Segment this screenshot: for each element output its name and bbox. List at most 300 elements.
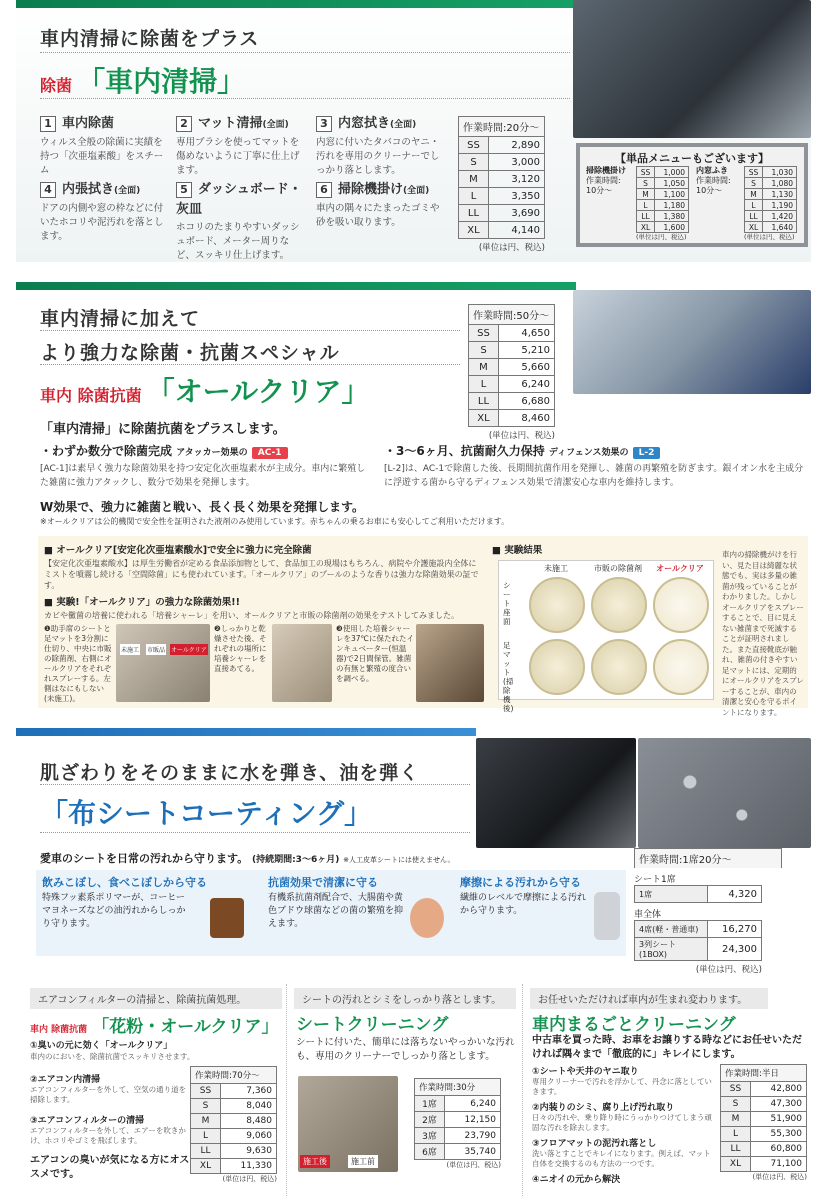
whole-cleaning-title: 車内まるごとクリーニング [532,1015,736,1035]
price-cell: 5,660 [499,359,555,376]
result-row-seat: シート座面 [503,581,511,626]
price-row [745,222,797,233]
item-title: 内張拭き [62,182,115,197]
ac1-badge: AC-1 [252,447,288,459]
whole-item3-title: ③フロアマットの泥汚れ落とし [532,1139,657,1149]
item-title: 内窓拭き [338,116,391,131]
size-cell: XL [459,222,489,239]
price-row [637,200,689,211]
petri-dish [591,639,647,695]
price-cell: 24,300 [707,938,761,961]
price-row [415,1096,501,1112]
result-title: ■ 実験結果 [492,545,543,556]
price-cell: 6,240 [499,376,555,393]
service-item [176,112,306,178]
price-table [720,1081,807,1172]
result-row-mat: 足マット(掃除機後) [503,641,514,713]
size-cell: L [637,200,655,211]
box-title1: ■ オールクリア[安定化次亜塩素酸水]で安全に強力に完全除菌 [44,545,312,556]
price-cell: 6,240 [445,1096,501,1112]
before-label: 施工前 [348,1155,378,1168]
price-row [459,188,545,205]
size-cell: LL [469,393,499,410]
size-cell: L [721,1127,751,1142]
incubator-photo [416,624,484,702]
aircon-section-label: エアコンフィルターの清掃と、除菌抗菌処理。 [30,988,282,1009]
price-cell: 12,150 [445,1112,501,1128]
feature-stain [42,876,232,931]
box-title2: ■ 実験!「オールクリア」の強力な除菌効果!! [44,597,240,608]
price-table [634,885,762,903]
feature3-title: 摩擦による汚れから守る [460,876,581,889]
price-row [637,189,689,200]
item-desc: ドアの内側や窓の枠などに付いたホコリや泥汚れを落とします。 [40,202,164,242]
s2-tag: 車内 除菌抗菌 [40,386,142,405]
price-cell: 1,380 [655,211,689,222]
size-cell: SS [637,167,655,178]
service-item [176,178,306,263]
size-cell: LL [721,1142,751,1157]
seat-icon [594,892,620,940]
divider [40,52,570,53]
point1 [40,442,288,459]
item-sub: (全面) [114,186,141,196]
price-cell: 11,330 [221,1159,277,1174]
whole-items [532,1064,712,1185]
seat-price [414,1078,501,1170]
box-body2: カビや黴菌の培養に使われる「培養シャーレ」を用い、オールクリアと市販の除菌剤の効果をテストしてみました。 [44,611,460,620]
l2-desc: [L-2]は、AC-1で除菌した後、長期間抗菌作用を発揮し、雑菌の再繁殖を防ぎます。銀イオン水を主成分に浮遊する菌から守るディフェンス効果で清潔安心な車内を維持します。 [384,464,804,488]
size-cell: L [459,188,489,205]
size-cell: SS [745,167,763,178]
size-cell: L [469,376,499,393]
price-row [721,1157,807,1172]
price-cell: 3,000 [489,154,545,171]
size-cell: S [637,178,655,189]
single-b-time2: 10分〜 [696,186,723,195]
experiment-box [38,536,808,717]
size-cell: 6席 [415,1144,445,1160]
size-cell: LL [191,1144,221,1159]
price-cell: 1,100 [655,189,689,200]
size-cell: M [459,171,489,188]
feature2-desc: 有機系抗菌剤配合で、大腸菌や黄色ブドウ球菌などの菌の繁殖を抑えます。 [268,893,404,929]
whole-car-label: 車全体 [634,910,662,920]
work-time: 作業時間:1席20分〜 [634,848,782,868]
price-cell: 3,120 [489,171,545,188]
price-row [459,222,545,239]
service-item [316,112,446,178]
label-untreated: 未施工 [120,644,140,655]
price-cell: 16,270 [707,921,761,938]
item-sub: (全面) [390,120,417,130]
price-cell: 3,690 [489,205,545,222]
petri-hand-photo [272,624,332,702]
price-cell: 1,420 [763,211,797,222]
price-cell: 1,030 [763,167,797,178]
unit-note: (単位は円、税込) [695,965,762,975]
price-cell: 47,300 [751,1097,807,1112]
price-row [721,1112,807,1127]
price-table [468,324,555,427]
size-cell: SS [191,1084,221,1099]
unit-note: (単位は円、税込) [446,1161,501,1169]
price-row [635,886,762,903]
section1-title [40,60,245,100]
seat-section-label: シートの汚れとシミをしっかり落とします。 [294,988,516,1009]
point2-text: ・3〜6ヶ月、抗菌耐久力保持 [384,444,545,458]
price-row [459,137,545,154]
w-effect: W効果で、強力に雑菌と戦い、長く長く効果を発揮します。 [40,500,365,514]
price-row [459,154,545,171]
size-cell: LL [745,211,763,222]
size-cell: XL [637,222,655,233]
price-row [415,1144,501,1160]
whole-cleaning-lead: 中古車を買った時、お車をお譲りする時などにお任せいただければ隅々まで「徹底的に」キレイにします。 [532,1035,802,1060]
s3-lead-text: 愛車のシートを日常の汚れから守ります。 [40,852,249,865]
price-table [458,136,545,239]
price-table-cleaning [458,116,545,253]
cleaning-photo [573,0,811,138]
price-cell: 5,210 [499,342,555,359]
price-row [637,167,689,178]
item-number: 3 [316,116,332,132]
s2-heading2: より強力な除菌・抗菌スペシャル [40,342,340,364]
price-row [469,325,555,342]
s3-lead [40,850,454,866]
point2-sub: ディフェンス効果の [548,448,629,458]
point1-text: ・わずか数分で除菌完成 [40,444,173,458]
price-cell: 60,800 [751,1142,807,1157]
price-row [721,1097,807,1112]
size-cell: 2席 [415,1112,445,1128]
water-drops-photo [638,738,811,848]
section1-title-text: 「車内清掃」 [77,65,246,98]
single-b-table [744,166,797,233]
item-desc: 内窓に付いたタバコのヤニ・汚れを専用のクリーナーでしっかり落とします。 [316,136,440,176]
whole-item1-title: ①シートや天井のヤニ取り [532,1067,639,1077]
point2 [384,442,660,459]
feature2-title: 抗菌効果で清潔に守る [268,876,378,889]
l2-badge: L-2 [633,447,661,459]
spray-photo [573,290,811,394]
size-cell: S [721,1097,751,1112]
result-col-allclear: オールクリア [656,564,704,573]
size-cell: SS [469,325,499,342]
result-side-note: 車内の掃除機がけを行い、見た目は綺麗な状態でも、実は多量の雑菌が残っていることがわかりました。しかしオールクリアをスプレーすることで、目に見えない雑菌まで死滅することが証明されました。また直接靴底が触れ、雑菌の付きやすい足マットには、定期的にオールクリアをスプレーすることが、車内の清潔と安心を守るポイントになります。 [722,550,804,717]
single-unit-b: (単位は円、税込) [744,233,795,241]
size-cell: XL [745,222,763,233]
size-cell: SS [459,137,489,154]
divider [40,784,470,785]
s3-heading: 肌ざわりをそのままに水を弾き、油を弾く [40,762,420,784]
price-table [190,1083,277,1174]
feature-antibac [268,876,428,931]
s3-lead-note: ※人工皮革シートには使えません。 [343,856,455,864]
size-cell: L [745,200,763,211]
top-bar [16,282,576,290]
result-col-untreated: 未施工 [544,564,568,573]
price-cell: 51,900 [751,1112,807,1127]
aircon-tag: 車内 除菌抗菌 [30,1025,88,1035]
step2: ❷しっかりと乾燥させた後、それぞれの場所に培養シャーレを直接あてる。 [214,624,267,673]
child-icon [410,898,444,938]
price-row [745,200,797,211]
price-row [635,938,762,961]
price-row [745,178,797,189]
item-number: 5 [176,182,192,198]
price-row [191,1114,277,1129]
price-cell: 9,060 [221,1129,277,1144]
work-time: 作業時間:70分〜 [190,1066,277,1083]
single-menu-title: 【単品メニューもございます】 [615,152,769,165]
price-row [459,205,545,222]
aircon-item3-title: ③エアコンフィルターの清掃 [30,1116,145,1126]
aircon-title-text: 「花粉・オールクリア」 [92,1017,279,1037]
seat-cleaning-title: シートクリーニング [296,1015,449,1035]
price-cell: 9,630 [221,1144,277,1159]
size-cell: S [459,154,489,171]
size-cell: L [191,1129,221,1144]
item-title: ダッシュボード・灰皿 [176,182,302,217]
price-cell: 8,040 [221,1099,277,1114]
service-item [316,178,446,230]
seat-coating-photo [476,738,636,848]
price-cell: 7,360 [221,1084,277,1099]
price-cell: 4,650 [499,325,555,342]
aircon-title [30,1012,279,1037]
step1: ❶助手席のシートと足マットを3分割に仕切り、中央に市販の除菌剤、右側にオールクリアをそれぞれスプレーする。左側はなにもしない(未施工)。 [44,624,112,703]
price-cell: 71,100 [751,1157,807,1172]
item-number: 2 [176,116,192,132]
service-item-title [40,178,170,198]
one-seat-label: シート1席 [634,875,676,885]
size-cell: 3席 [415,1128,445,1144]
price-cell: 23,790 [445,1128,501,1144]
price-table-allclear [468,304,555,441]
s2-title-text: 「オールクリア」 [146,375,370,408]
feature3-desc: 繊維のレベルで摩擦による汚れから守ります。 [460,893,587,916]
size-cell: S [745,178,763,189]
top-bar [16,728,476,736]
price-row [191,1159,277,1174]
work-time: 作業時間:20分〜 [458,116,545,136]
service-item-title [40,112,170,132]
whole-item4-title: ④ニオイの元から解決 [532,1175,621,1185]
unit-note: (単位は円、税込) [752,1173,807,1181]
service-item-title [176,178,306,217]
section1-tag: 除菌 [40,76,73,95]
service-item-title [316,178,446,198]
size-cell: XL [721,1157,751,1172]
price-cell: 6,680 [499,393,555,410]
section-bottom [16,980,811,1200]
price-row [415,1128,501,1144]
item-sub: (全面) [262,120,289,130]
single-a-time: 作業時間: [586,176,621,185]
box-body1: 【安定化次亜塩素酸水】は厚生労働省が定める食品添加物として、食品加工の現場はもちろん、病院や介護施設内全体にミストを噴霧し続ける「空間除菌」にも使われています。「オールクリア」のプールのような香りは強力な除菌効果の証です。 [44,559,479,590]
whole-price [720,1064,807,1182]
single-a-table [636,166,689,233]
aircon-item1-desc: 車内のにおいを、除菌抗菌でスッキリさせます。 [30,1052,195,1061]
whole-item1-desc: 専用クリーナーで汚れを浮かして、丹念に落としていきます。 [532,1077,712,1096]
service-item-title [176,112,306,132]
size-cell: S [191,1099,221,1114]
price-cell: 1,190 [763,200,797,211]
price-row [721,1142,807,1157]
price-cell: 1,050 [655,178,689,189]
divider [40,832,470,833]
work-time: 作業時間:半日 [720,1064,807,1081]
aircon-item3-desc: エアコンフィルターを外して、エアーを吹きかけ、ホコリやゴミを飛ばします。 [30,1126,186,1145]
feature1-title: 飲みこぼし、食べこぼしから守る [42,876,207,889]
price-table [414,1095,501,1160]
section-coating [16,728,811,975]
size-cell: 4席(軽・普通車) [635,921,708,938]
price-row [415,1112,501,1128]
price-row [191,1084,277,1099]
price-cell: 1,080 [763,178,797,189]
divider [40,364,460,365]
whole-item2-desc: 日々の汚れや、乗り降り時にうっかりつけてしまう頑固な汚れを除去します。 [532,1113,712,1132]
price-row [469,410,555,427]
price-row [191,1099,277,1114]
coating-price [634,848,782,975]
single-unit-a: (単位は円、税込) [636,233,687,241]
price-row [637,178,689,189]
whole-item2-title: ②内装りのシミ、腐り上げ汚れ取り [532,1103,675,1113]
work-time: 作業時間:50分〜 [468,304,555,324]
price-cell: 8,480 [221,1114,277,1129]
service-item [40,112,170,178]
price-cell: 1,180 [655,200,689,211]
aircon-item2-desc: エアコンフィルターを外して、空気の通り道を掃除します。 [30,1085,187,1104]
label-allclear: オールクリア [170,644,208,655]
price-cell: 3,350 [489,188,545,205]
price-cell: 4,140 [489,222,545,239]
petri-dish [591,577,647,633]
single-a-time2: 10分〜 [586,186,613,195]
size-cell: M [637,189,655,200]
price-row [745,189,797,200]
aircon-recommend: エアコンの臭いが気になる方にオススメです。 [30,1155,190,1180]
aircon-items [30,1038,195,1182]
result-grid [498,560,714,713]
price-cell: 35,740 [445,1144,501,1160]
single-a-name: 掃除機掛け [586,166,626,175]
price-cell: 1,640 [763,222,797,233]
petri-dish [529,577,585,633]
item-number: 4 [40,182,56,198]
item-title: 車内除菌 [62,116,115,131]
s3-title: 「布シートコーティング」 [40,797,373,830]
aircon-item2-title: ②エアコン内清掃 [30,1075,101,1085]
size-cell: SS [721,1082,751,1097]
price-cell: 4,320 [708,886,762,903]
coffee-cup-icon [210,898,244,938]
size-cell: M [745,189,763,200]
single-b-time: 作業時間: [696,176,731,185]
price-cell: 55,300 [751,1127,807,1142]
price-row [469,376,555,393]
item-desc: 専用ブラシを使ってマットを傷めないように丁寧に仕上げます。 [176,136,300,176]
price-table [634,920,762,961]
size-cell: S [469,342,499,359]
item-sub: (全面) [403,186,430,196]
item-desc: 車内の隅々にたまったゴミや砂を吸い取ります。 [316,202,440,228]
top-bar [16,0,576,8]
feature-friction [460,876,610,918]
service-item [40,178,170,244]
size-cell: M [469,359,499,376]
size-cell: LL [637,211,655,222]
aircon-price [190,1066,277,1184]
size-cell: M [721,1112,751,1127]
size-cell: XL [469,410,499,427]
section-cleaning [16,0,811,262]
seat-photo [116,624,210,702]
price-row [637,211,689,222]
price-row [191,1129,277,1144]
price-cell: 1,600 [655,222,689,233]
after-label: 施工後 [300,1155,330,1168]
size-cell: 1席 [635,886,708,903]
size-cell: 3列シート(1BOX) [635,938,708,961]
petri-dish [529,639,585,695]
section1-heading: 車内清掃に除菌をプラス [40,28,260,50]
price-row [721,1127,807,1142]
point1-sub: アタッカー効果の [176,448,248,458]
unit-note: (単位は円、税込) [488,431,555,441]
whole-section-label: お任せいただければ車内が生まれ変わります。 [530,988,768,1009]
divider [40,330,460,331]
petri-dish [653,639,709,695]
ac1-desc: [AC-1]は素早く強力な除菌効果を持つ安定化次亜塩素水が主成分。車内に繁殖した雑菌に強力アタックし、数分で効果を発揮します。 [40,464,366,488]
price-row [459,171,545,188]
single-menu [576,143,808,247]
size-cell: XL [191,1159,221,1174]
price-cell: 42,800 [751,1082,807,1097]
divider [40,98,570,99]
item-number: 1 [40,116,56,132]
size-cell: 1席 [415,1096,445,1112]
step3: ❸使用した培養シャーレを37℃に保たれたインキュベーター(恒温器)で2日間保管。雑菌の有無と繁殖の度合いを調べる。 [336,624,414,683]
single-b-name: 内窓ふき [696,166,728,175]
whole-item3-desc: 洗い落とすことでキレイになります。例えば、マット自体を交換するのも方法の一つです。 [532,1149,711,1168]
s2-title [40,370,370,410]
seat-cleaning-desc: シートに付いた、簡単には落ちないやっかいな汚れも、専用のクリーナーでしっかり落とします。 [296,1037,515,1062]
price-row [745,167,797,178]
section-allclear [16,282,811,717]
s3-lead-period: (持続期間:3〜6ヶ月) [251,855,340,865]
price-cell: 2,890 [489,137,545,154]
item-number: 6 [316,182,332,198]
s2-heading1: 車内清掃に加えて [40,308,201,330]
unit-note: (単位は円、税込) [478,243,545,253]
item-title: マット清掃 [198,116,263,131]
label-commercial: 市販品 [146,644,166,655]
aircon-item1-title: ①臭いの元に効く「オールクリア」 [30,1041,173,1051]
size-cell: M [191,1114,221,1129]
price-cell: 8,460 [499,410,555,427]
item-desc: ホコリのたまりやすいダッシュボード、メーター周りなど、スッキリ仕上げます。 [176,221,300,261]
petri-dish [653,577,709,633]
price-row [469,359,555,376]
price-row [469,393,555,410]
service-item-title [316,112,446,132]
divider [286,984,287,1196]
item-title: 掃除機掛け [338,182,404,197]
